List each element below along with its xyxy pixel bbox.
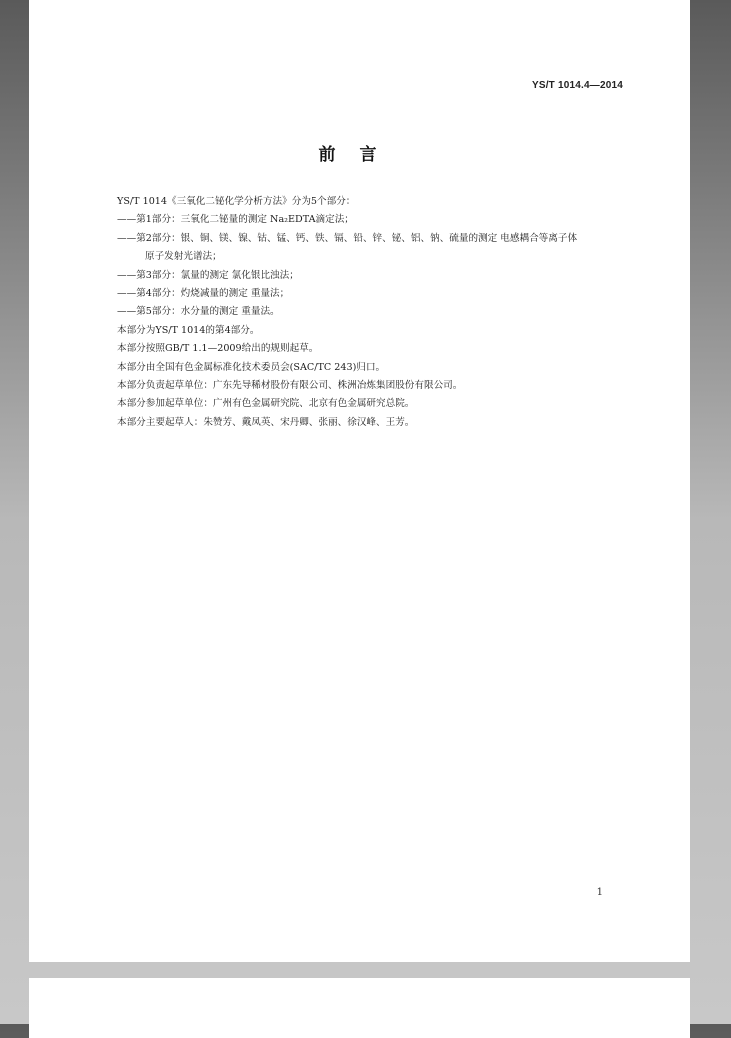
page-number: 1 [596, 887, 603, 898]
part-item-1: ——第1部分：三氧化二铋量的测定 Na₂EDTA滴定法； [117, 214, 354, 226]
part-item-3: ——第3部分：氯量的测定 氯化银比浊法； [117, 269, 299, 281]
statement-part-number: 本部分为YS/T 1014的第4部分。 [117, 324, 260, 336]
foreword-body [117, 193, 662, 432]
document-page [29, 0, 690, 962]
page-title: 前言 [318, 145, 401, 165]
part-item-2: ——第2部分：银、铜、镁、镍、钴、锰、钙、铁、镉、铅、锌、铋、铝、钠、硫量的测定 电感耦合等离子体 [117, 232, 578, 244]
statement-participating-drafters: 本部分参加起草单位：广州有色金属研究院、北京有色金属研究总院。 [117, 398, 415, 410]
next-page-edge [29, 978, 690, 1038]
part-item-5: ——第5部分：水分量的测定 重量法。 [117, 306, 280, 318]
intro-paragraph: YS/T 1014《三氧化二铋化学分析方法》分为5个部分： [117, 196, 356, 207]
statement-main-authors: 本部分主要起草人：朱赞芳、戴凤英、宋丹卿、张丽、徐汉峰、王芳。 [117, 416, 415, 428]
part-item-4: ——第4部分：灼烧减量的测定 重量法； [117, 288, 290, 300]
statement-committee: 本部分由全国有色金属标准化技术委员会(SAC/TC 243)归口。 [117, 361, 386, 373]
statement-lead-drafters: 本部分负责起草单位：广东先导稀材股份有限公司、株洲冶炼集团股份有限公司。 [117, 380, 463, 392]
statement-drafting-rules: 本部分按照GB/T 1.1—2009给出的规则起草。 [117, 343, 319, 355]
standard-code: YS/T 1014.4—2014 [531, 80, 623, 91]
part-item-2-continuation: 原子发射光谱法； [145, 251, 222, 263]
